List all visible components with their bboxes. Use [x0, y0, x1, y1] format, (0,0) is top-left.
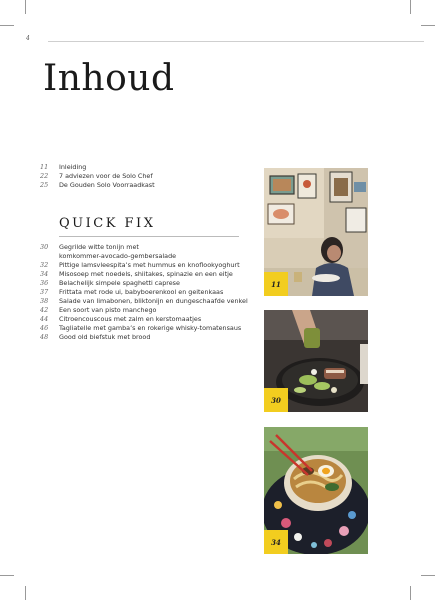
toc-entry-title: Pittige lamsvleespita’s met hummus en knoflookyoghurt: [59, 261, 240, 269]
toc-entry[interactable]: [40, 315, 248, 324]
toc-page-number: 25: [40, 181, 49, 189]
crop-mark: [421, 575, 435, 576]
page-badge: 34: [264, 530, 288, 554]
page-title: Inhoud: [43, 58, 175, 99]
crop-mark: [0, 575, 14, 576]
toc-page-number: 38: [40, 297, 49, 305]
toc-entry[interactable]: [40, 181, 155, 190]
toc-entry-title: Een soort van pisto manchego: [59, 306, 157, 314]
toc-entry[interactable]: [40, 288, 248, 297]
toc-page-number: 11: [40, 163, 49, 171]
toc-entry-title: De Gouden Solo Voorraadkast: [59, 181, 155, 189]
toc-page-number: 44: [40, 315, 49, 323]
toc-entry-title: Belachelijk simpele spaghetti caprese: [59, 279, 180, 287]
crop-mark: [0, 25, 14, 26]
quick-fix-toc: [40, 243, 248, 342]
crop-mark: [410, 586, 411, 600]
toc-page-number: 34: [40, 270, 49, 278]
crop-mark: [25, 586, 26, 600]
toc-entry[interactable]: [40, 172, 155, 181]
toc-page-number: 48: [40, 333, 49, 341]
toc-page-number: 46: [40, 324, 49, 332]
photo-miso-bowl[interactable]: [264, 427, 368, 554]
toc-page-number: 22: [40, 172, 49, 180]
toc-entry[interactable]: [40, 163, 155, 172]
section-rule: [59, 236, 239, 237]
toc-entry-title: 7 adviezen voor de Solo Chef: [59, 172, 153, 180]
photo-tuna-bowl[interactable]: [264, 310, 368, 412]
page-badge: 11: [264, 272, 288, 296]
toc-entry[interactable]: [40, 306, 248, 315]
toc-entry-title: Frittata met rode ui, babyboerenkool en geitenkaas: [59, 288, 224, 296]
toc-page-number: 36: [40, 279, 49, 287]
toc-entry[interactable]: [40, 270, 248, 279]
toc-entry-title: Good old biefstuk met brood: [59, 333, 151, 341]
toc-page-number: 42: [40, 306, 49, 314]
toc-entry[interactable]: [40, 261, 248, 270]
toc-entry-title: Tagliatelle met gamba’s en rokerige whisky-tomatensaus: [59, 324, 242, 332]
crop-mark: [410, 0, 411, 14]
header-rule: [48, 41, 424, 42]
section-heading: QUICK FIX: [59, 216, 156, 231]
toc-entry[interactable]: [40, 279, 248, 288]
toc-entry-title: Salade van limabonen, bliktonijn en dungeschaafde venkel: [59, 297, 248, 305]
toc-entry-title: Citroencouscous met zalm en kerstomaatjes: [59, 315, 202, 323]
toc-entry-title: komkommer-avocado-gembersalade: [59, 252, 177, 260]
toc-page-number: 37: [40, 288, 49, 296]
toc-entry[interactable]: [40, 297, 248, 306]
toc-entry-title: Gegrilde witte tonijn met: [59, 243, 139, 251]
photo-woman-at-table[interactable]: [264, 168, 368, 296]
crop-mark: [421, 25, 435, 26]
intro-toc: [40, 163, 155, 190]
toc-entry-title: Misosoep met noedels, shiitakes, spinazie en een eitje: [59, 270, 233, 278]
toc-entry[interactable]: [40, 243, 248, 252]
page-badge: 30: [264, 388, 288, 412]
page-number: 4: [26, 35, 30, 42]
toc-entry[interactable]: [40, 333, 248, 342]
toc-page-number: 32: [40, 261, 49, 269]
crop-mark: [25, 0, 26, 14]
toc-entry-title: Inleiding: [59, 163, 87, 171]
toc-page-number: 30: [40, 243, 49, 251]
toc-entry[interactable]: [40, 324, 248, 333]
toc-entry-continuation[interactable]: [40, 252, 248, 261]
